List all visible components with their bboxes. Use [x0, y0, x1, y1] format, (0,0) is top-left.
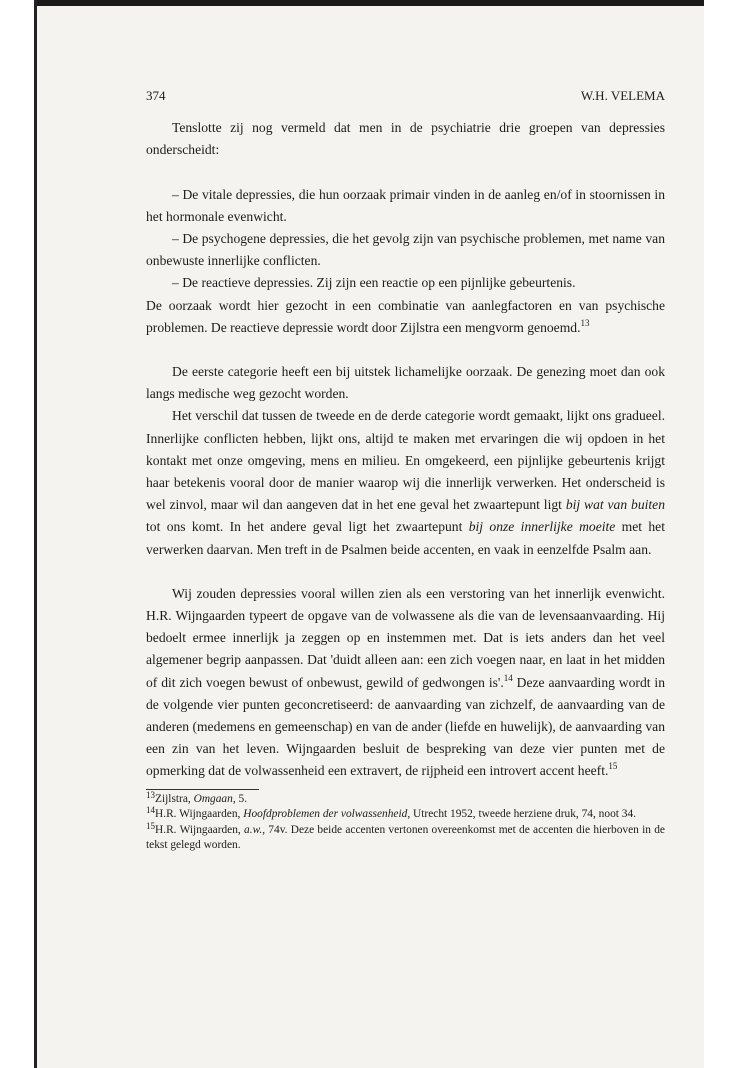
- paragraph-verschil: Het verschil dat tussen de tweede en de derde categorie wordt gemaakt, lijkt ons gradueel. Innerlijke conflicten hebben, lijkt ons, altijd te maken met ervaringen die wij opdoen in het kontakt met onze omgeving, mens en milieu. En omgekeerd, een pijnlijke gebeurtenis krijgt haar betekenis vooral door de manier waarop wij die innerlijk verwerken. Het onderscheid is wel zinvol, maar wil dan aangeven dat in het ene geval het zwaartepunt ligt bij wat van buiten tot ons komt. In het andere geval ligt het zwaartepunt bij onze innerlijke moeite met het verwerken daarvan. Men treft in de Psalmen beide accenten, en vaak in eenzelfde Psalm aan.: [146, 408, 665, 557]
- list-item-psychogene: – De psychogene depressies, die het gevolg zijn van psychische problemen, met name van onbewuste innerlijke conflicten.: [146, 231, 665, 269]
- paragraph-categorie: De eerste categorie heeft een bij uitstek lichamelijke oorzaak. De genezing moet dan ook langs medische weg gezocht worden.: [146, 364, 665, 402]
- footnote-ref-15[interactable]: 15: [608, 761, 618, 772]
- emphasis-buiten: bij wat van buiten: [565, 497, 665, 513]
- footnote-ref-14[interactable]: 14: [503, 672, 513, 683]
- footnote-14: $^{14}$H.R. Wijngaarden, Hoofdproblemen der volwassenheid, Utrecht 1952, tweede herziene druk, 74, noot 34.: [146, 805, 637, 821]
- emphasis-innerlijk: bij onze innerlijke moeite: [468, 519, 616, 535]
- book-page: [37, 6, 704, 1068]
- running-header: [146, 85, 665, 107]
- list-continuation: De oorzaak wordt hier gezocht in een combinatie van aanlegfactoren en van psychische problemen. De reactieve depressie wordt door Zijlstra een mengvorm genoemd.$^{13}$: [146, 297, 665, 335]
- footnote-15: $^{15}$H.R. Wijngaarden, a.w., 74v. Deze beide accenten vertonen overeenkomst met de accenten die hierboven in de tekst gelegd worden.: [146, 820, 665, 852]
- page-number: 374: [146, 88, 166, 103]
- footnote-ref-13[interactable]: 13: [580, 317, 590, 328]
- page-content: [146, 85, 665, 854]
- intro-paragraph: Tenslotte zij nog vermeld dat men in de psychiatrie drie groepen van depressies onderscheidt:: [146, 120, 665, 158]
- footnotes: [146, 789, 665, 854]
- list-item-reactieve: – De reactieve depressies. Zij zijn een reactie op een pijnlijke gebeurtenis.: [172, 275, 576, 291]
- list-item-vitale: – De vitale depressies, die hun oorzaak primair vinden in de aanleg en/of in stoornissen in het hormonale evenwicht.: [146, 186, 665, 224]
- running-author: W.H. VELEMA: [580, 88, 665, 103]
- paragraph-evenwicht: Wij zouden depressies vooral willen zien als een verstoring van het innerlijk evenwicht. H.R. Wijngaarden typeert de opgave van de volwassene als die van de levensaanvaarding. Hij bedoelt ermee innerlijk ja zeggen op en instemmen met. Dat is iets anders dan het veel algemener begrip aanpassen. Dat 'duidt alleen aan: een zich voegen naar, en laat in het midden of dit zich voegen bewust of onbewust, gewild of gedwongen is'.$^{14}$ Deze aanvaarding wordt in de volgende vier punten geconcretiseerd: de aanvaarding van zichzelf, de aanvaarding van de anderen (medemens en gemeenschap) en van de ander (liefde en huwelijk), de aanvaarding van een zin van het leven. Wijngaarden besluit de bespreking van deze vier punten met de opmerking dat de volwassenheid een extravert, de rijpheid een introvert accent heeft.$^{15}$: [146, 585, 665, 779]
- footnote-13: $^{13}$Zijlstra, Omgaan, 5.: [146, 789, 248, 805]
- footnote-divider: [146, 789, 259, 790]
